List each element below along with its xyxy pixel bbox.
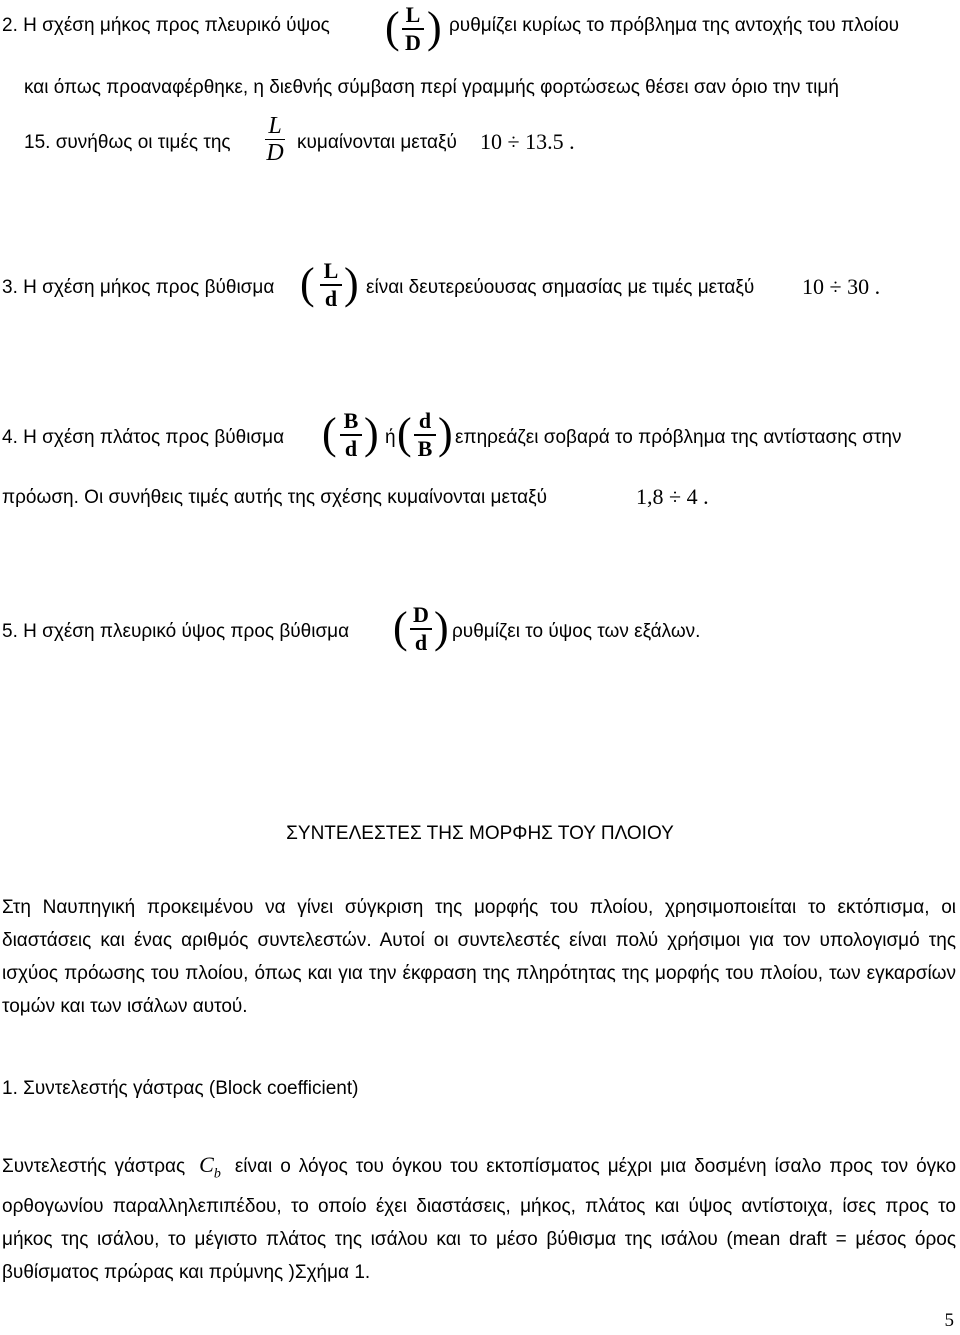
item3-right-paren: )	[344, 259, 359, 308]
item3-left-paren: (	[300, 259, 315, 308]
item2-line3b: κυμαίνονται μεταξύ	[297, 132, 457, 153]
item3-ratio-fraction	[320, 258, 342, 312]
item5-text-a: 5. Η σχέση πλευρικό ύψος προς βύθισμα	[2, 621, 350, 642]
item5-text-b: ρυθμίζει το ύψος των εξάλων.	[452, 621, 701, 642]
item2-range: 10 ÷ 13.5 .	[480, 129, 575, 154]
item2-frac-numerator: L	[405, 2, 421, 27]
page-number: 5	[944, 1310, 954, 1331]
item3-text-b: είναι δευτερεύουσας σημασίας με τιμές μεταξύ	[366, 277, 755, 298]
item4-frac1-right-paren: )	[364, 409, 379, 458]
item5-frac-denominator: d	[414, 629, 428, 655]
item2-frac-denominator: D	[405, 29, 421, 55]
item2-line1-rest	[449, 14, 899, 38]
item4-ratio-fraction-2	[414, 408, 436, 462]
item2-text-a: 2. Η σχέση μήκος προς πλευρικό ύψος	[2, 15, 330, 36]
item4-range: 1,8 ÷ 4 .	[636, 484, 709, 509]
item2-line3a: 15. συνήθως οι τιμές της	[24, 132, 231, 153]
cb-symbol-main: C	[199, 1152, 214, 1177]
item4-text-a: 4. Η σχέση πλάτος προς βύθισμα	[2, 427, 285, 448]
item4-line2: πρόωση. Οι συνήθεις τιμές αυτής της σχέσης κυμαίνονται μεταξύ	[2, 487, 548, 508]
item3-text-a: 3. Η σχέση μήκος προς βύθισμα	[2, 277, 275, 298]
item5-ratio-fraction	[410, 602, 432, 656]
item4-text-b: επηρεάζει σοβαρά το πρόβλημα της αντίστασης στην	[455, 427, 902, 448]
item3-range: 10 ÷ 30 .	[802, 274, 881, 299]
item4-frac1-numerator: B	[343, 408, 359, 433]
item5-left-paren: (	[393, 603, 408, 652]
cb-symbol	[199, 1152, 221, 1182]
item2-line2: και όπως προαναφέρθηκε, η διεθνής σύμβαση περί γραμμής φορτώσεως θέσει σαν όριο την τιμή	[24, 77, 839, 98]
item3-frac-numerator: L	[323, 258, 339, 283]
item4-or: ή	[385, 427, 396, 448]
item5-frac-numerator: D	[413, 602, 429, 627]
item4-frac2-right-paren: )	[438, 409, 453, 458]
item4-ratio-fraction-1	[340, 408, 362, 462]
item2-ratio-fraction	[402, 2, 424, 56]
item2-right-paren: )	[427, 3, 442, 52]
item2-line3-frac-numerator: L	[268, 113, 282, 139]
section-heading: ΣΥΝΤΕΛΕΣΤΕΣ ΤΗΣ ΜΟΡΦΗΣ ΤΟΥ ΠΛΟΙΟΥ	[286, 823, 674, 844]
item2-left-paren: (	[385, 3, 400, 52]
intro-paragraph: Στη Ναυπηγική προκειμένου να γίνει σύγκριση της μορφής του πλοίου, χρησιμοποιείται το εκτόπισμα, οι διαστάσεις και ένας αριθμός συντελεστών. Αυτοί οι συντελεστές είναι πολύ χρήσιμοι για τον υπολογισμό της ισχύος πρόωσης του πλοίου, όπως και για την έκφραση της πληρότητας της μορφής του πλοίου, των εγκαρσίων τομών και των ισάλων αυτού.	[2, 897, 956, 1017]
item4-frac1-left-paren: (	[322, 409, 337, 458]
block-text-b: είναι ο λόγος του όγκου του εκτοπίσματος μέχρι μια δοσμένη ίσαλο προς τον όγκο ορθογωνίου παραλληλεπιπέδου, το οποίο έχει διαστάσεις, μήκος, πλάτος και ύψος αντίστοιχα, ίσες προς το μήκος της ισάλου, το μέγιστο πλάτος της ισάλου και το μέσο βύθισμα της ισάλου (mean draft = μέσος όρος βυθίσματος πρώρας και πρύμνης )Σχήμα 1.	[2, 1156, 957, 1284]
item2-line1	[2, 14, 330, 38]
item4-frac2-numerator: d	[418, 408, 432, 433]
cb-symbol-sub: b	[213, 1166, 221, 1182]
item5-right-paren: )	[434, 603, 449, 652]
block-text-a: Συντελεστής γάστρας	[2, 1156, 186, 1177]
item2-text-b: ρυθμίζει κυρίως το πρόβλημα της αντοχής του πλοίου	[449, 15, 900, 36]
item4-frac2-denominator: B	[417, 435, 433, 461]
item2-line3-fraction	[264, 113, 286, 166]
item4-frac2-left-paren: (	[397, 409, 412, 458]
item3-frac-denominator: d	[324, 285, 338, 311]
item4-frac1-denominator: d	[344, 435, 358, 461]
block-coefficient-subheading: 1. Συντελεστής γάστρας (Block coefficient)	[2, 1078, 359, 1099]
item2-line3-frac-denominator: D	[266, 140, 284, 167]
block-coefficient-paragraph	[2, 1148, 956, 1289]
